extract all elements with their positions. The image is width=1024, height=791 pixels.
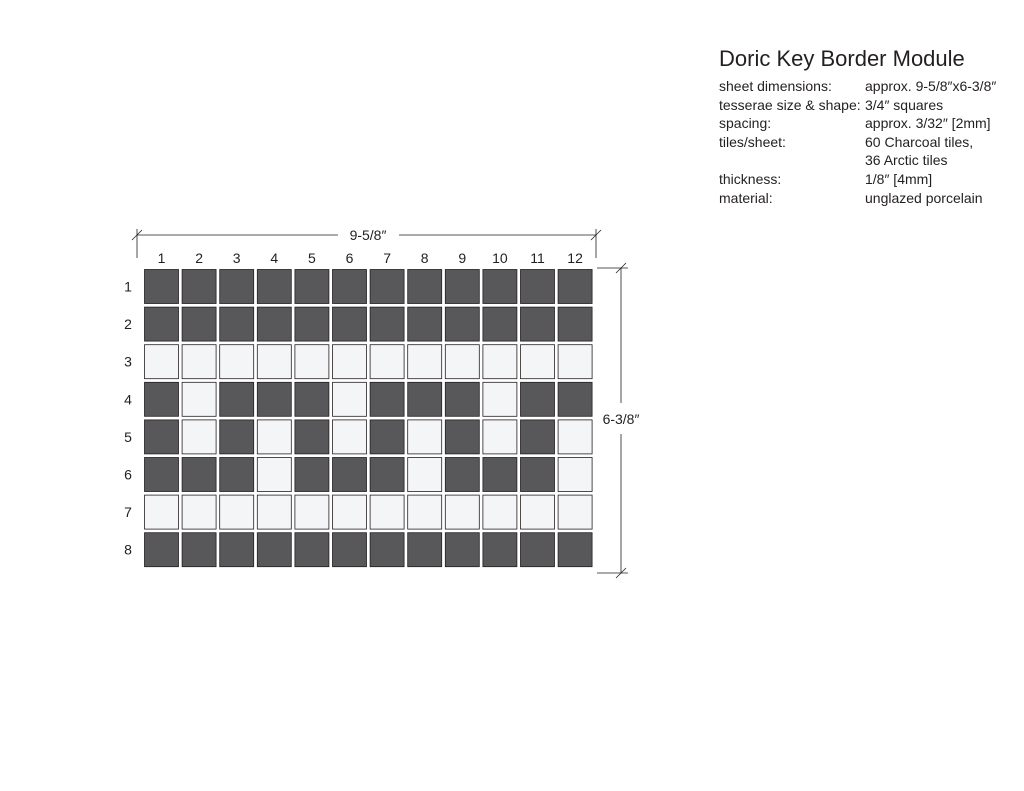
tile-arctic <box>257 420 291 454</box>
tile-charcoal <box>220 458 254 492</box>
row-label: 3 <box>124 353 132 370</box>
tile-charcoal <box>333 533 367 567</box>
tile-charcoal <box>257 382 291 416</box>
tile-charcoal <box>220 270 254 304</box>
tile-charcoal <box>295 458 329 492</box>
tile-arctic <box>257 458 291 492</box>
tile-charcoal <box>145 420 179 454</box>
column-label: 1 <box>157 250 166 266</box>
tile-charcoal <box>370 533 404 567</box>
spec-label: material: <box>719 189 773 206</box>
tile-grid <box>145 270 593 567</box>
tile-arctic <box>145 345 179 379</box>
tile-charcoal <box>333 307 367 341</box>
column-label: 8 <box>420 250 429 266</box>
tile-charcoal <box>408 533 442 567</box>
tile-charcoal <box>295 382 329 416</box>
tile-charcoal <box>558 270 592 304</box>
tile-charcoal <box>445 382 479 416</box>
spec-value: 60 Charcoal tiles, <box>865 133 974 150</box>
tile-charcoal <box>370 420 404 454</box>
tile-arctic <box>370 495 404 529</box>
tile-arctic <box>408 420 442 454</box>
spec-value: approx. 9-5/8″x6-3/8″ <box>865 78 997 94</box>
column-labels <box>158 250 583 266</box>
tile-charcoal <box>295 533 329 567</box>
tile-arctic <box>521 345 555 379</box>
row-labels <box>124 279 132 558</box>
tile-charcoal <box>408 270 442 304</box>
tile-charcoal <box>182 533 216 567</box>
tile-charcoal <box>182 307 216 341</box>
tile-charcoal <box>483 533 517 567</box>
tile-charcoal <box>295 270 329 304</box>
column-label: 4 <box>270 250 279 266</box>
column-label: 10 <box>492 250 508 266</box>
tile-arctic <box>220 345 254 379</box>
tile-arctic <box>445 345 479 379</box>
row-label: 8 <box>124 541 132 558</box>
tile-charcoal <box>558 382 592 416</box>
tile-charcoal <box>220 382 254 416</box>
tile-charcoal <box>333 270 367 304</box>
tile-charcoal <box>521 458 555 492</box>
tile-charcoal <box>220 533 254 567</box>
spec-label: spacing: <box>719 115 772 132</box>
tile-charcoal <box>145 458 179 492</box>
tile-arctic <box>521 495 555 529</box>
tile-charcoal <box>408 382 442 416</box>
tile-arctic <box>333 420 367 454</box>
spec-label: tesserae size & shape: <box>719 96 861 113</box>
spec-value: 3/4″ squares <box>865 96 944 113</box>
title: Doric Key Border Module <box>719 46 965 71</box>
tile-charcoal <box>182 458 216 492</box>
tile-arctic <box>483 345 517 379</box>
tile-arctic <box>483 495 517 529</box>
spec-label: thickness: <box>719 170 782 187</box>
tile-arctic <box>182 345 216 379</box>
tile-charcoal <box>483 458 517 492</box>
tile-arctic <box>295 345 329 379</box>
spec-label: tiles/sheet: <box>719 133 786 150</box>
tile-charcoal <box>445 458 479 492</box>
tile-charcoal <box>182 270 216 304</box>
tile-arctic <box>333 345 367 379</box>
tile-charcoal <box>445 420 479 454</box>
tile-charcoal <box>445 270 479 304</box>
tile-charcoal <box>370 270 404 304</box>
spec-label: sheet dimensions: <box>719 78 832 94</box>
tile-charcoal <box>558 533 592 567</box>
column-label: 7 <box>383 250 391 266</box>
tile-arctic <box>558 420 592 454</box>
tile-charcoal <box>521 382 555 416</box>
tile-charcoal <box>257 307 291 341</box>
tile-charcoal <box>333 458 367 492</box>
column-label: 9 <box>458 250 467 266</box>
tile-arctic <box>558 495 592 529</box>
tile-charcoal <box>445 307 479 341</box>
tile-charcoal <box>295 307 329 341</box>
column-label: 5 <box>308 250 316 266</box>
tile-arctic <box>408 458 442 492</box>
tile-arctic <box>558 458 592 492</box>
tile-arctic <box>220 495 254 529</box>
row-label: 4 <box>124 391 132 408</box>
column-label: 2 <box>195 250 203 266</box>
spec-value: 1/8″ [4mm] <box>865 170 933 187</box>
spec-value: 36 Arctic tiles <box>865 152 948 169</box>
tile-charcoal <box>408 307 442 341</box>
tile-arctic <box>295 495 329 529</box>
tile-charcoal <box>145 270 179 304</box>
tile-arctic <box>257 495 291 529</box>
tile-charcoal <box>370 458 404 492</box>
height-dimension-label: 6-3/8″ <box>602 411 640 427</box>
row-label: 7 <box>124 504 132 521</box>
tile-arctic <box>257 345 291 379</box>
tile-charcoal <box>370 307 404 341</box>
tile-arctic <box>408 495 442 529</box>
tile-charcoal <box>145 382 179 416</box>
tile-charcoal <box>295 420 329 454</box>
tile-charcoal <box>370 382 404 416</box>
row-label: 5 <box>124 428 132 445</box>
column-label: 6 <box>345 250 354 266</box>
row-label: 6 <box>124 466 132 483</box>
tile-arctic <box>483 382 517 416</box>
width-dimension-label: 9-5/8″ <box>349 227 387 243</box>
tile-arctic <box>182 495 216 529</box>
column-label: 11 <box>530 250 545 266</box>
tile-arctic <box>408 345 442 379</box>
tile-arctic <box>182 382 216 416</box>
height-dimension <box>597 263 639 578</box>
tile-charcoal <box>483 307 517 341</box>
tile-arctic <box>445 495 479 529</box>
tile-arctic <box>145 495 179 529</box>
row-label: 1 <box>124 278 132 295</box>
tile-charcoal <box>145 533 179 567</box>
spec-value: unglazed porcelain <box>865 189 983 206</box>
tile-arctic <box>182 420 216 454</box>
tile-charcoal <box>521 307 555 341</box>
tile-charcoal <box>220 307 254 341</box>
tile-arctic <box>483 420 517 454</box>
tile-charcoal <box>558 307 592 341</box>
tile-charcoal <box>521 533 555 567</box>
tile-charcoal <box>521 420 555 454</box>
tile-charcoal <box>521 270 555 304</box>
tile-charcoal <box>445 533 479 567</box>
column-label: 12 <box>567 250 583 266</box>
tile-charcoal <box>257 533 291 567</box>
tile-arctic <box>558 345 592 379</box>
column-label: 3 <box>232 250 241 266</box>
tile-arctic <box>333 495 367 529</box>
tile-charcoal <box>220 420 254 454</box>
row-label: 2 <box>124 316 132 333</box>
tile-charcoal <box>257 270 291 304</box>
spec-value: approx. 3/32″ [2mm] <box>865 115 991 132</box>
tile-arctic <box>370 345 404 379</box>
tile-charcoal <box>145 307 179 341</box>
tile-arctic <box>333 382 367 416</box>
tile-charcoal <box>483 270 517 304</box>
